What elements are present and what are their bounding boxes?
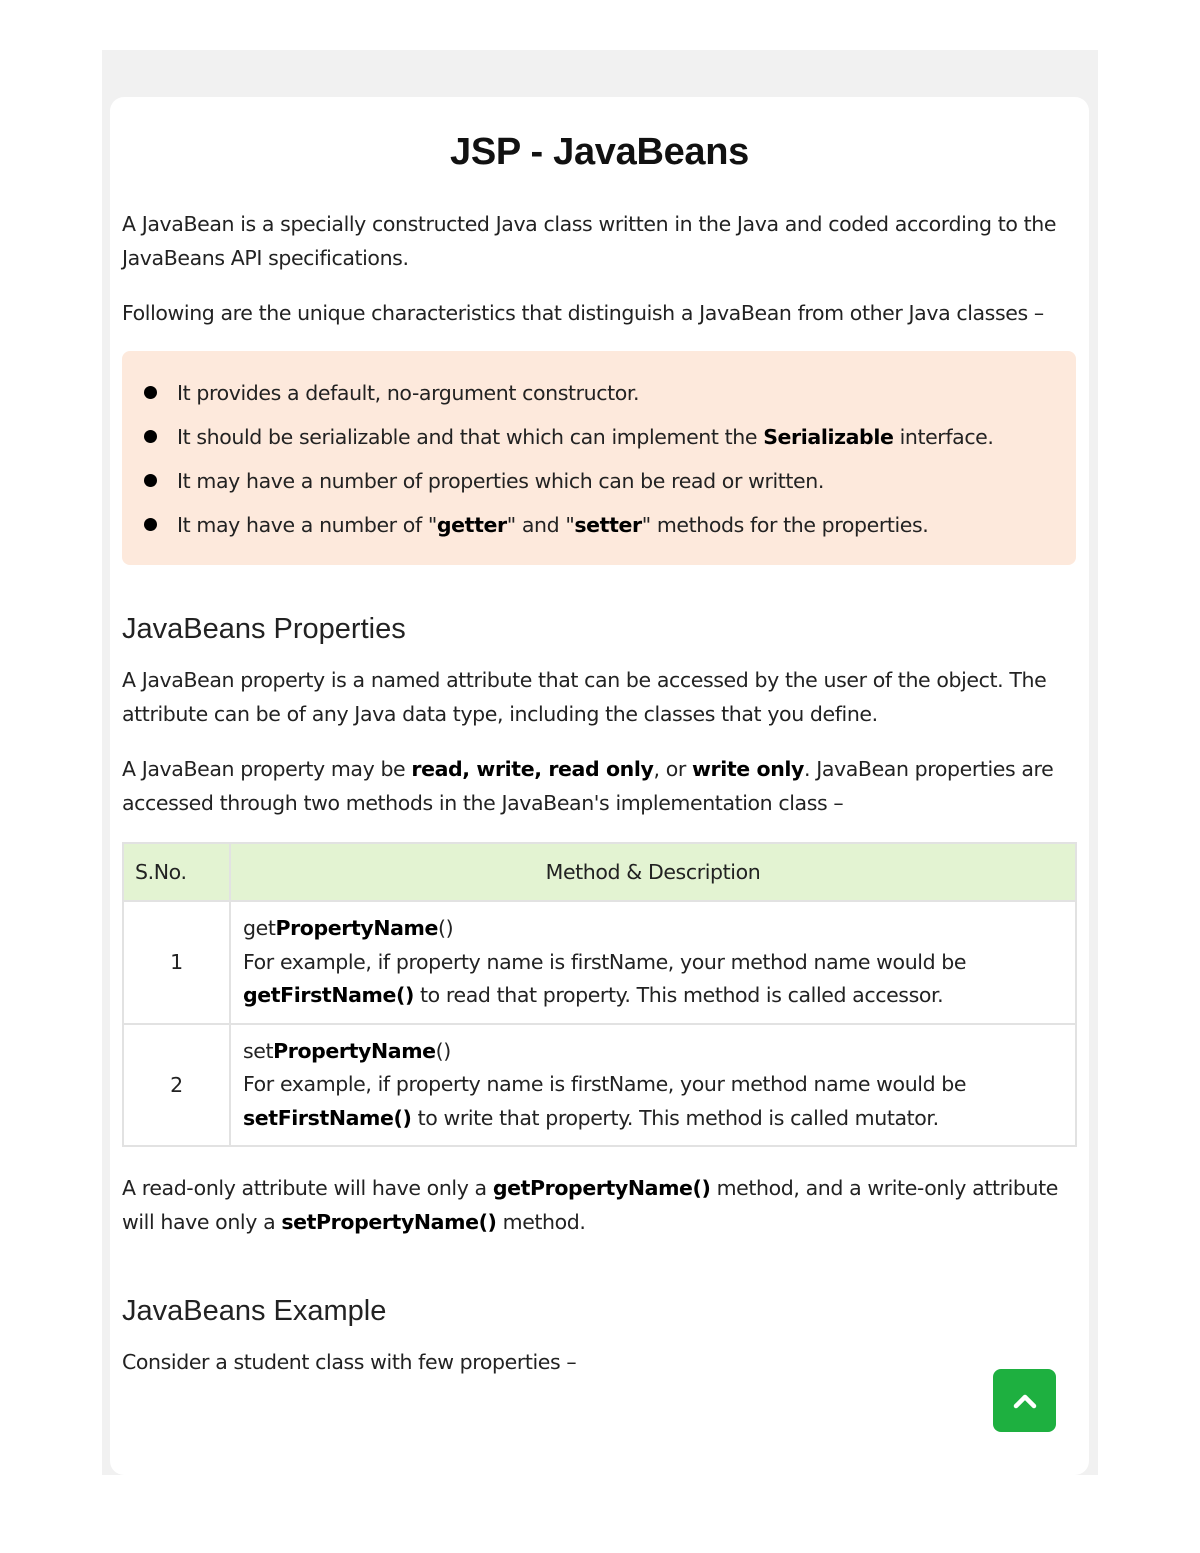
characteristics-lead: Following are the unique characteristics that distinguish a JavaBean from other Java classes – xyxy=(122,301,1044,325)
method-prefix: set xyxy=(243,1038,274,1063)
example-method: getFirstName() xyxy=(243,983,414,1007)
bullet-icon xyxy=(144,474,157,487)
list-item-text-start: It may have a number of " xyxy=(177,513,437,537)
method-suffix: () xyxy=(435,1038,451,1063)
list-item-text-start: It should be serializable and that which can implement the xyxy=(177,425,764,449)
method-prefix: get xyxy=(243,916,276,940)
list-item xyxy=(122,371,1076,415)
list-item xyxy=(122,415,1076,459)
list-item-text-end: " methods for the properties. xyxy=(641,513,929,537)
bullet-icon xyxy=(144,430,157,443)
methods-table xyxy=(122,842,1077,1147)
example-text: For example, if property name is firstName, your method name would be xyxy=(243,949,967,974)
example-text: For example, if property name is firstName, your method name would be xyxy=(243,1072,967,1096)
page-title: JSP - JavaBeans xyxy=(450,131,749,173)
example-heading: JavaBeans Example xyxy=(122,1295,387,1327)
list-item xyxy=(122,459,1076,503)
text-segment: , or xyxy=(653,757,692,781)
list-item-text: It provides a default, no-argument constructor. xyxy=(177,381,640,405)
write-only-term: write only xyxy=(692,757,804,781)
setter-method-term: setPropertyName() xyxy=(281,1210,497,1234)
characteristics-list xyxy=(122,371,1076,547)
setter-term: setter xyxy=(574,513,642,537)
method-name: PropertyName xyxy=(275,916,438,940)
list-item-text: It may have a number of properties which can be read or written. xyxy=(177,469,824,493)
properties-heading: JavaBeans Properties xyxy=(122,613,406,645)
access-types-term: read, write, read only xyxy=(411,757,654,781)
example-text-end: to read that property. This method is called accessor. xyxy=(413,983,944,1007)
article-content xyxy=(122,207,1076,1379)
list-item xyxy=(122,503,1076,547)
text-segment: method. xyxy=(496,1210,586,1234)
list-item-text-end: interface. xyxy=(893,425,994,449)
read-write-only-paragraph xyxy=(122,1171,1076,1239)
header-sno: S.No. xyxy=(123,843,230,901)
characteristics-box xyxy=(122,351,1076,565)
bullet-icon xyxy=(144,518,157,531)
row-sno: 1 xyxy=(123,901,230,1024)
text-segment: . JavaBean properties are accessed through two methods in the JavaBean's implementation class – xyxy=(122,757,1054,815)
article-card xyxy=(110,97,1089,1475)
row-description xyxy=(230,1024,1076,1147)
serializable-term: Serializable xyxy=(763,425,894,449)
properties-paragraph-1: A JavaBean property is a named attribute that can be accessed by the user of the object. The attribute can be of any Java data type, including the classes that you define. xyxy=(122,668,1047,726)
chevron-up-icon xyxy=(1011,1387,1039,1415)
list-item-text-middle: " and " xyxy=(506,513,575,537)
getter-method-term: getPropertyName() xyxy=(492,1176,711,1200)
method-name: PropertyName xyxy=(273,1038,436,1063)
table-row xyxy=(123,1024,1076,1147)
getter-term: getter xyxy=(436,513,507,537)
text-segment: method, and a write-only attribute will have only a xyxy=(122,1176,1058,1234)
bullet-icon xyxy=(144,386,157,399)
row-sno: 2 xyxy=(123,1024,230,1147)
properties-paragraph-2 xyxy=(122,752,1076,820)
table-row xyxy=(123,901,1076,1024)
example-method: setFirstName() xyxy=(243,1105,412,1130)
text-segment: A JavaBean property may be xyxy=(122,757,412,781)
example-paragraph: Consider a student class with few properties – xyxy=(122,1350,577,1374)
method-suffix: () xyxy=(438,916,454,940)
row-description xyxy=(230,901,1076,1024)
scroll-to-top-button[interactable] xyxy=(993,1369,1056,1432)
header-method-description: Method & Description xyxy=(230,843,1076,901)
intro-paragraph: A JavaBean is a specially constructed Java class written in the Java and coded according to the JavaBeans API specifications. xyxy=(122,212,1057,270)
table-header-row xyxy=(123,843,1076,901)
example-text-end: to write that property. This method is called mutator. xyxy=(411,1105,939,1130)
text-segment: A read-only attribute will have only a xyxy=(122,1176,493,1200)
